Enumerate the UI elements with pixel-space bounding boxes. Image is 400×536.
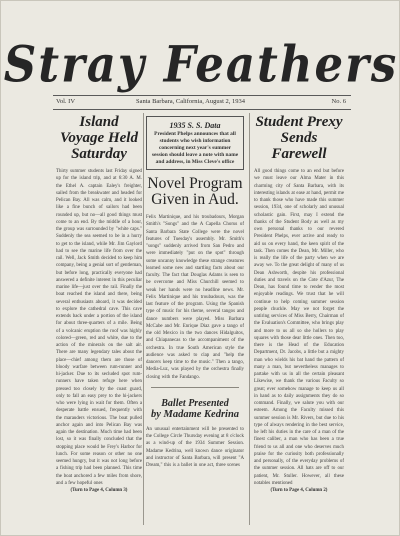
right-column xyxy=(254,114,344,493)
student-prexy-article: All good things come to an end but before we must leave our Alma Mater in this charming city of Santa Barbara, with its interesting islands at ease at hand, permit me to thank those who have made this summer session, 1934, one of scholarly and unusual scholastic gain. First, may I extend the thanks of the Student Body as well as my own personal thanks to our revered President Phelps, ever active and ready to aid us on every hand, the keen spirit of the task. Then comes the Dean, Mr. Miller, who is really the life of the party when we are away we. To the great delight of many of us Dean Ashworth, despite his professional duties and travels on the Cote d'Azur, The Dean, has found time to render the most enjoyable readings. We trust that he will continue to help coming summer session people chuckle. May we not forget the untiring services of Miss Berry, Chairman of the Evaluation's Committee, who brings play and more to us all so she hollers to play squares with those dear little ones. Then too, there is the Head of the Education Department, Dr. Jacobs, a little but a mighty man who wields his bat hand the pattern of many a man, but nevertheless manages to partake with us in all the certain pleasant Likewise, we thank the various Faculty so great; ever somehow manage to keep us all in hand as to daily assignments they do so command. Finally, we salute you with our esteem. Among the Faculty missed this summer session is Mr. Rivers, but due to his type of always rendering in the best service, he left his duties in the care of a man of the finest caliber, a man who has been a true friend to us all and one who deserves much praise for the curiosity both professionally and personally, of the everyday problems of the summer session. All hats are off to our patient, Mr. Stuller. However, all these notables mentioned xyxy=(254,169,344,486)
masthead-rule-top xyxy=(53,95,351,96)
continued-note-left: (Turn to Page 4, Column 3) xyxy=(70,488,128,493)
middle-column xyxy=(146,114,244,469)
island-voyage-article: Thirty summer students last Friday signed up for the island trip, and at 6:30 A. M. the Ethel A. captain Ealey's freighter, sailed from the breakwater and headed for Pelican Bay. All was calm, and it looked like a fine bunch of sailors had been rounded up, but no—all good things must come to an end. By the middle of a hour, the group was surrounded by "white caps." Suddenly the sea seemed to be in a hurry to get to the island, while Mr. Jim Gaylord had to see the marine life from over the rail. Well, Jack Smith decided to keep him company, being a genial sort of gentleman, but before long, practically everyone had answered a definite interest in this peculiar marine life—just over the rail. Finally the boat reached the island and there, being several enthusiasts aboard, it was decided to explore the cathedral cave. This cave extends back under a portion of the island for about three-quarters of a mile. Being of a volcanic eruption the roof was highly colored—green, red and white, due to the action of the minerals on the salt air. There are many legendary tales about the place—chief among them are those of bloody warfare between rum-runner and hi-jacker. Due to its secluded spot rum-runners have taken refuge here when pressed too closely by the coast guard, only to fall an easy prey to the hi-jackers who were lying in wait for them. Often a desperate battle ensued, frequently with the marauders victorious. The boat pulled anchor again and into Pelican Bay was again the destination. Much time had been lost, so it was finally concluded that the stopping place would be Frey's Harbor for lunch. For some reason or other no one seemed hungry, but it was not long before a fishing trip had been planned. This time the boat anchored a few miles from shore, and a few hopeful ones xyxy=(56,169,142,486)
left-column xyxy=(56,114,142,493)
continued-note-right: (Turn to Page 4, Column 2) xyxy=(270,488,328,493)
masthead-title: Stray Feathers xyxy=(3,35,399,94)
novel-program-article: Felix Martinique, and his troubadours, Morgan Smith's "Songs" and the A Capella Chorus of Santa Barbara State College were the novel features of Tuesday's assembly. Mr. Smith's "songs" suddenly arrived from San Pedro and were immediately "put on the spot" through some uncanny knowledge these strange creatures learned some new and startling facts about our faculty. The fact that Douglas Adams is seen to be overcome and Miss Churchill seemed to weak her hands were no headline news. Mr. Felix Martinique and his troubadours, was the last feature of the program. Using the Spanish type of music for his theme, several tangos and dance numbers were played. Miss Barbara McCabe and Mr. Enrique Diaz gave a tango of the old Mexico in the two dances Hidalguitos, and Chiapanecas to the accompaniment of the orchestra. In true South American style the audience was asked to clap and "help the dancers keep time to the music." Then a tango, Media-Luz, was played by the orchestra finally closing with the Fandango. xyxy=(146,215,244,380)
ballet-headline: Ballet Presented xyxy=(161,397,229,409)
column-divider-right xyxy=(249,113,250,525)
novel-program-headline: Novel Program Given in Aud. xyxy=(147,175,243,208)
masthead-rule-bottom xyxy=(53,109,351,110)
notice-title: 1935 S. S. Data xyxy=(169,121,221,130)
volume-label: Vol. IV xyxy=(56,98,76,105)
place-date-label: Santa Barbara, California, August 2, 1934 xyxy=(136,98,246,105)
column-divider-left xyxy=(143,113,144,525)
ballet-article: An unusual entertainment will be presented to the College Circle Thursday evening at 8 o'clock as a wind-up of the 1934 Summer Session. Madame Kedrina, well known dance originator and instructor of Santa Barbara, will present "A Dream," this is a ballet in one act, three scenes xyxy=(146,426,244,468)
student-prexy-headline: Student Prexy Sends Farewell xyxy=(255,114,343,162)
section-divider xyxy=(151,387,239,388)
summer-session-notice-box xyxy=(146,116,244,170)
issue-number-label: No. 6 xyxy=(331,98,346,105)
notice-body: President Phelps announces that all students who wish information concerning next year's summer session should leave a note with name and address, in Miss Cleve's office xyxy=(151,131,239,165)
ballet-subheadline: by Madame Kedrina xyxy=(150,408,240,420)
island-voyage-headline: Island Voyage Held Saturday xyxy=(60,114,138,162)
